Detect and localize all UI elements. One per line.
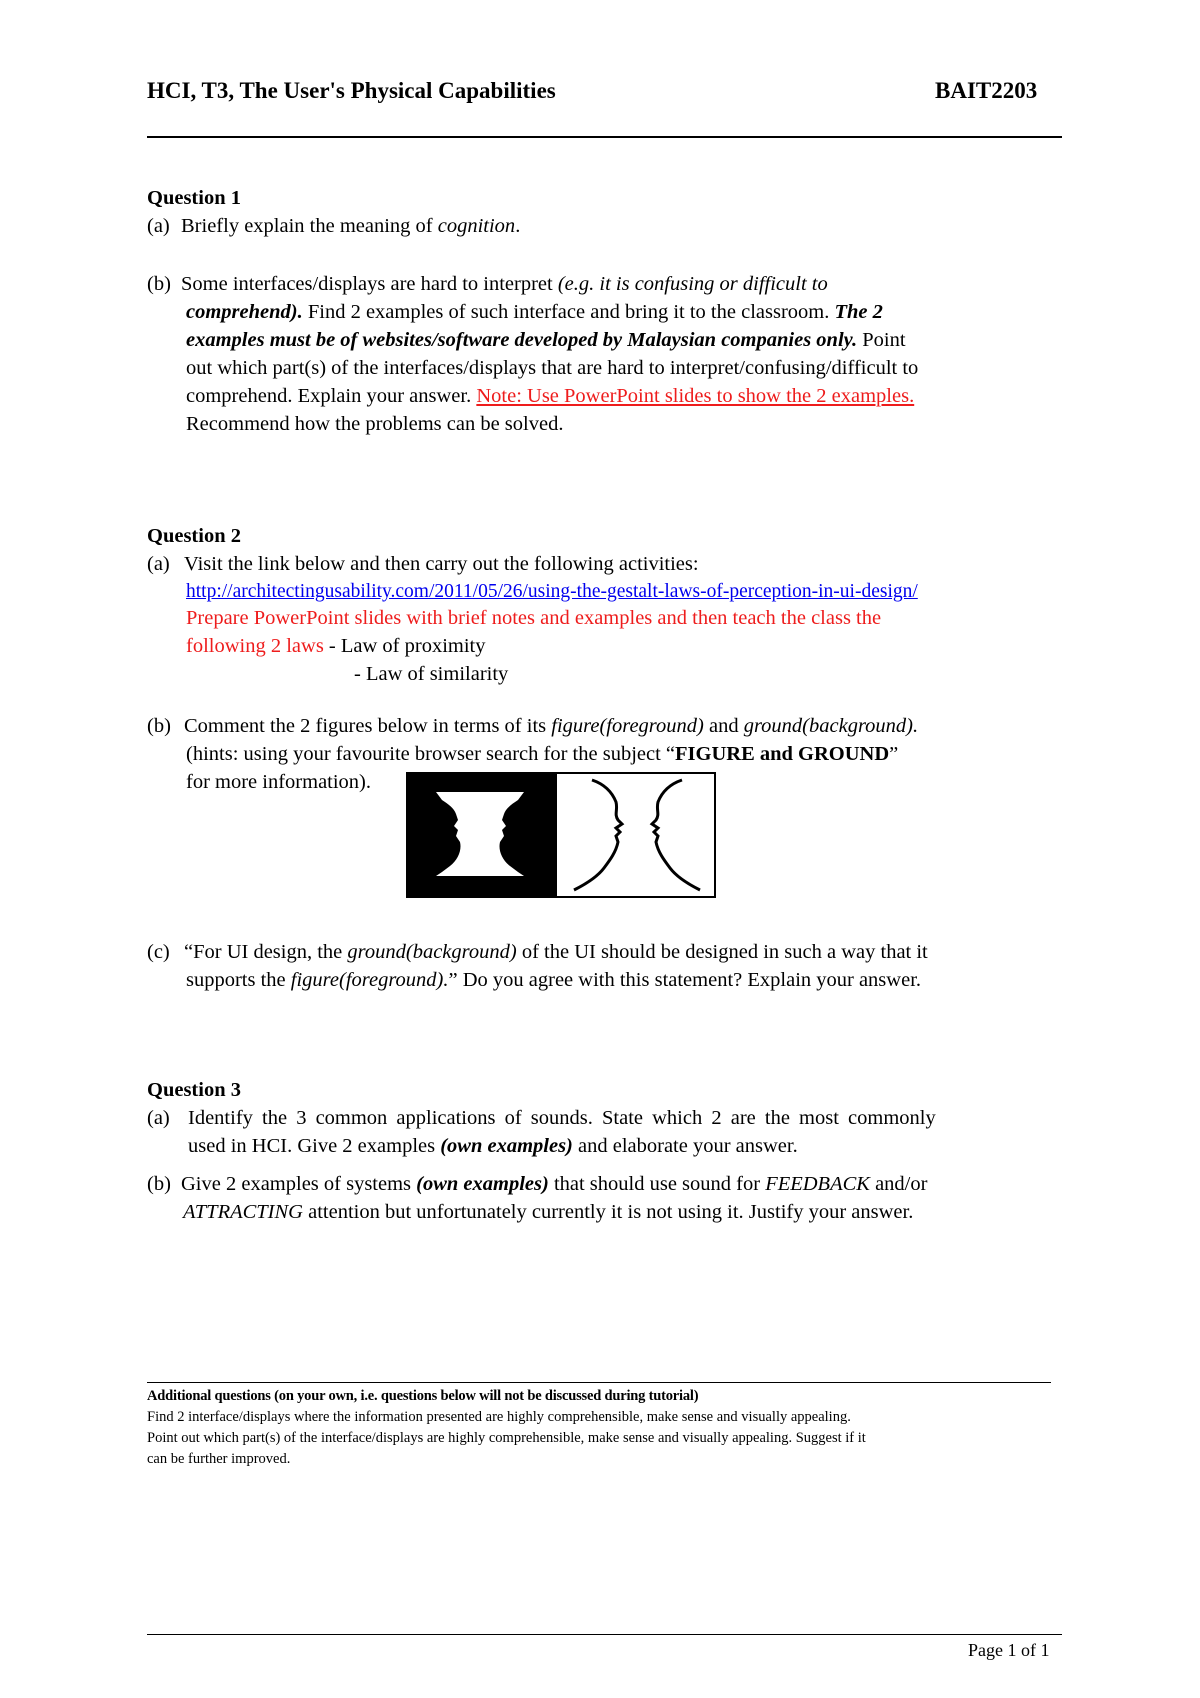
q3a-label: (a) xyxy=(147,1107,170,1129)
q1b-line-2: comprehend). Find 2 examples of such interface and bring it to the classroom. The 2 xyxy=(186,301,883,323)
q2c-label: (c) xyxy=(147,941,170,963)
question-2-title: Question 2 xyxy=(147,525,241,547)
q2c-line-1: “For UI design, the ground(background) of the UI should be designed in such a way that it xyxy=(184,941,928,963)
q1b-line-5: comprehend. Explain your answer. Note: Use PowerPoint slides to show the 2 examples. xyxy=(186,385,915,407)
additional-heading: Additional questions (on your own, i.e. questions below will not be discussed during tutorial) xyxy=(147,1388,699,1404)
question-3-title: Question 3 xyxy=(147,1079,241,1101)
q1b-line-3: examples must be of websites/software developed by Malaysian companies only. Point xyxy=(186,329,906,351)
law-of-proximity: - Law of proximity xyxy=(323,635,486,657)
q2a-line-1: Visit the link below and then carry out the following activities: xyxy=(184,553,699,575)
q2a-instruction-line-2: following 2 laws - Law of proximity xyxy=(186,635,486,657)
q3b-line-2: ATTRACTING attention but unfortunately currently it is not using it. Justify your answer. xyxy=(183,1201,914,1223)
q3b-label: (b) xyxy=(147,1173,171,1195)
q1b-label: (b) xyxy=(147,273,171,295)
header-rule xyxy=(147,136,1062,138)
rubin-vase-figure xyxy=(406,772,716,898)
q2b-line-1: Comment the 2 figures below in terms of its figure(foreground) and ground(background). xyxy=(184,715,919,737)
question-1-title: Question 1 xyxy=(147,187,241,209)
additional-line-1: Find 2 interface/displays where the information presented are highly comprehensible, make sense and visually appealing. xyxy=(147,1409,851,1425)
q3a-line-1: Identify the 3 common applications of sounds. State which 2 are the most commonly xyxy=(188,1107,936,1129)
page-number: Page 1 of 1 xyxy=(968,1640,1050,1660)
q1b-line-1: Some interfaces/displays are hard to interpret (e.g. it is confusing or difficult to xyxy=(181,273,828,295)
additional-line-3: can be further improved. xyxy=(147,1451,291,1467)
document-title: HCI, T3, The User's Physical Capabilities xyxy=(147,78,556,103)
q2a-instruction-line-1: Prepare PowerPoint slides with brief notes and examples and then teach the class the xyxy=(186,607,882,629)
q3b-line-1: Give 2 examples of systems (own examples) that should use sound for FEEDBACK and/or xyxy=(181,1173,928,1195)
q2c-line-2: supports the figure(foreground).” Do you agree with this statement? Explain your answer. xyxy=(186,969,922,991)
q1a-text: Briefly explain the meaning of cognition. xyxy=(181,215,521,237)
gestalt-article-link[interactable]: http://architectingusability.com/2011/05/26/using-the-gestalt-laws-of-perception-in-ui-design/ xyxy=(186,581,918,602)
q1a-label: (a) xyxy=(147,215,170,237)
q1b-line-4: out which part(s) of the interfaces/displays that are hard to interpret/confusing/difficult to xyxy=(186,357,919,379)
powerpoint-note: Note: Use PowerPoint slides to show the 2 examples. xyxy=(476,385,915,407)
q2b-label: (b) xyxy=(147,715,171,737)
q2a-label: (a) xyxy=(147,553,170,575)
additional-rule xyxy=(147,1382,1051,1383)
course-code: BAIT2203 xyxy=(935,78,1038,103)
law-of-similarity: - Law of similarity xyxy=(354,663,509,685)
q3a-line-2: used in HCI. Give 2 examples (own examples) and elaborate your answer. xyxy=(188,1135,798,1157)
q1b-line-6: Recommend how the problems can be solved. xyxy=(186,413,564,435)
q2b-line-3: for more information). xyxy=(186,771,372,793)
additional-line-2: Point out which part(s) of the interface/displays are highly comprehensible, make sense and visually appealing. Suggest if it xyxy=(147,1430,866,1446)
q2b-line-2: (hints: using your favourite browser search for the subject “FIGURE and GROUND” xyxy=(186,743,899,765)
right-panel-white-background xyxy=(556,773,715,897)
footer-rule xyxy=(147,1634,1062,1635)
